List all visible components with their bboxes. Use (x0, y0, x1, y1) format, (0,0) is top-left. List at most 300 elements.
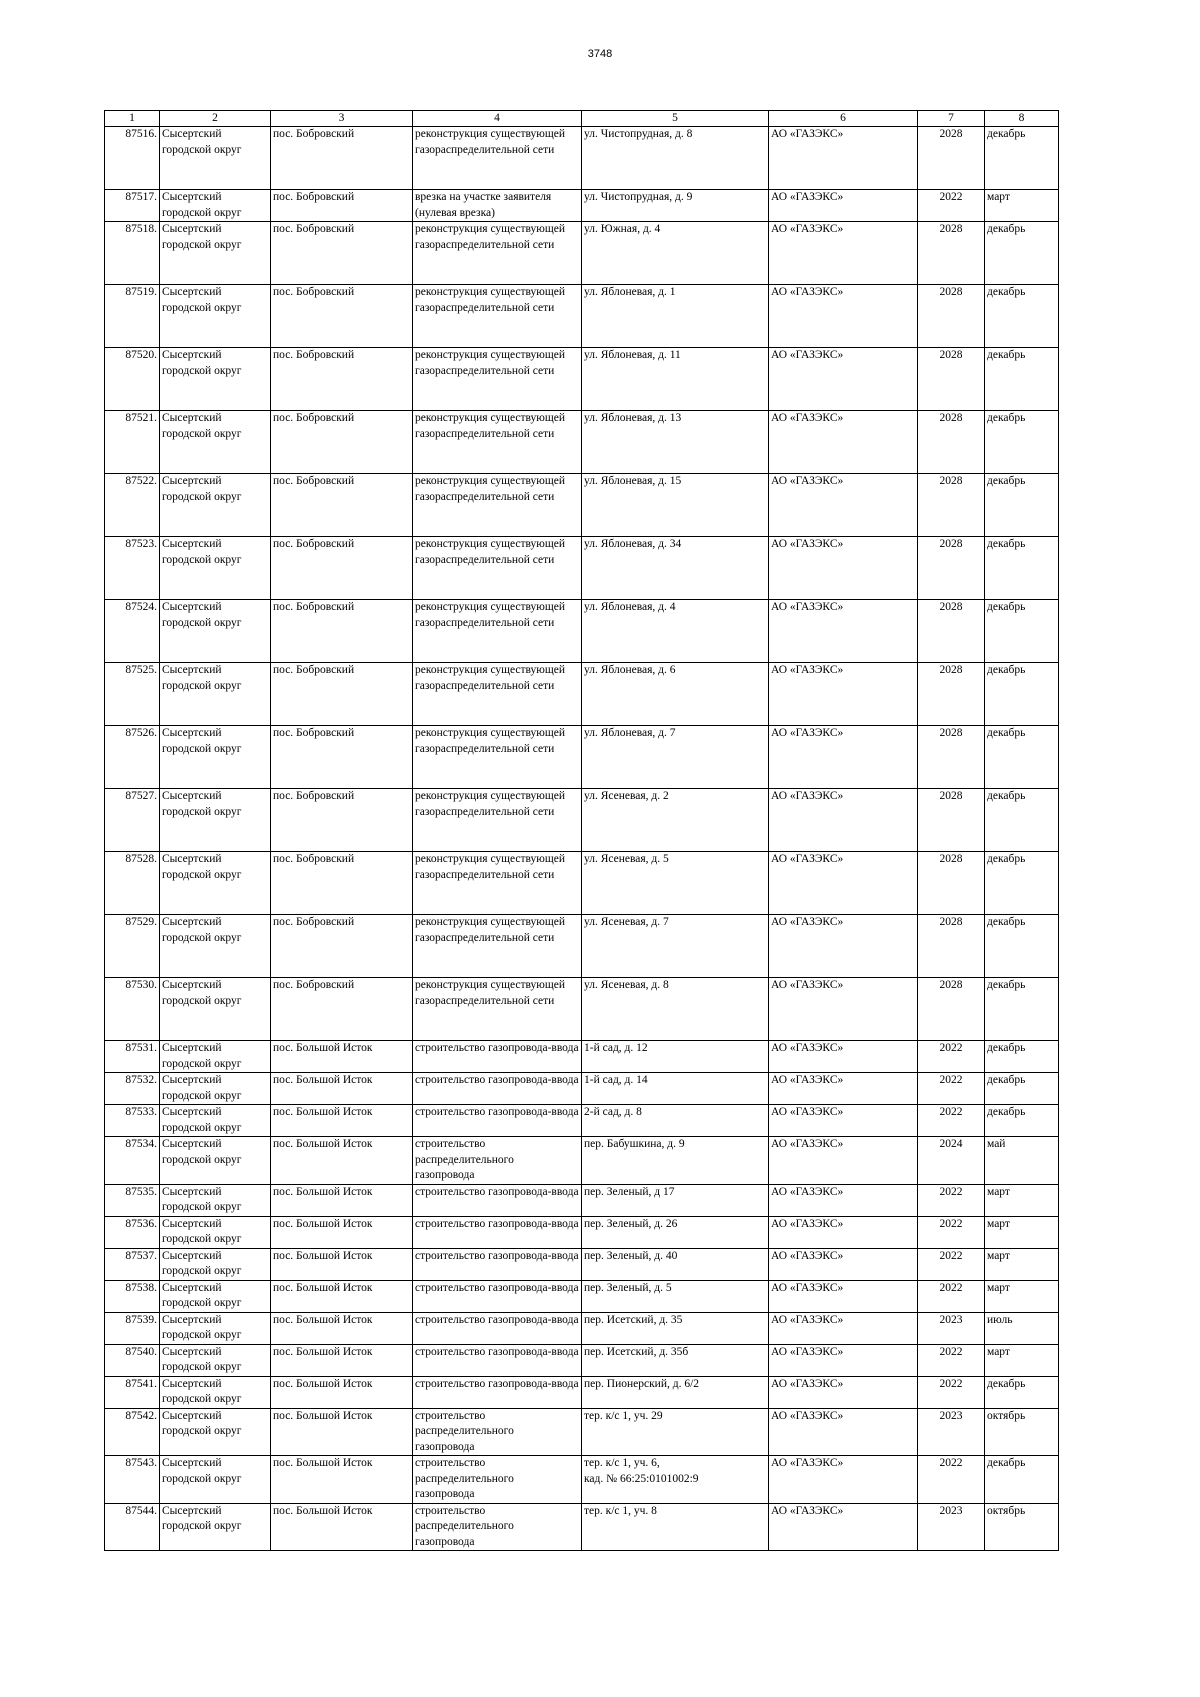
month-cell-text: декабрь (987, 1042, 1026, 1054)
address-cell-text: 2-й сад, д. 8 (584, 1106, 642, 1118)
row-number (105, 1456, 160, 1504)
address-cell (582, 600, 769, 663)
district-cell-text: Сысертский городской округ (162, 1457, 242, 1485)
month-cell-text: март (987, 1281, 1010, 1294)
organization-cell-text: АО «ГАЗЭКС» (771, 1249, 844, 1262)
address-cell-text: 1-й сад, д. 12 (584, 1042, 648, 1054)
table-row (105, 537, 1059, 600)
district-cell-text: Сысертский городской округ (162, 790, 242, 818)
settlement-cell-text: пос. Бобровский (273, 223, 355, 235)
organization-cell (769, 1073, 918, 1105)
column-header: 3 (271, 111, 413, 127)
work-type-cell (413, 789, 582, 852)
district-cell (160, 852, 271, 915)
column-header: 6 (769, 111, 918, 127)
address-cell (582, 411, 769, 474)
row-number (105, 1248, 160, 1280)
year-cell (918, 789, 985, 852)
district-cell (160, 1376, 271, 1408)
work-type-cell-text: строительство распределительного газопровода (415, 1504, 514, 1548)
work-type-cell (413, 1312, 582, 1344)
row-number (105, 1344, 160, 1376)
organization-cell (769, 1408, 918, 1456)
year-cell (918, 1312, 985, 1344)
table-row (105, 190, 1059, 222)
organization-cell-text: АО «ГАЗЭКС» (771, 601, 844, 613)
table-row (105, 1248, 1059, 1280)
district-cell (160, 1248, 271, 1280)
address-cell (582, 915, 769, 978)
address-cell-text: ул. Южная, д. 4 (584, 223, 661, 235)
address-cell (582, 285, 769, 348)
district-cell (160, 222, 271, 285)
column-header: 2 (160, 111, 271, 127)
row-number-text: 87543. (125, 1457, 157, 1469)
year-cell-text: 2028 (939, 664, 963, 676)
month-cell (985, 1312, 1059, 1344)
table-row (105, 1105, 1059, 1137)
year-cell (918, 852, 985, 915)
settlement-cell (271, 1312, 413, 1344)
year-cell (918, 1280, 985, 1312)
settlement-cell-text: пос. Бобровский (273, 349, 355, 361)
table-row (105, 915, 1059, 978)
table-row (105, 1456, 1059, 1504)
district-cell (160, 600, 271, 663)
table-row (105, 789, 1059, 852)
table-row (105, 726, 1059, 789)
work-type-cell (413, 978, 582, 1041)
work-type-cell-text: реконструкция существующей газораспределительной сети (415, 601, 566, 629)
district-cell-text: Сысертский городской округ (162, 1138, 242, 1166)
settlement-cell (271, 726, 413, 789)
settlement-cell-text: пос. Бобровский (273, 475, 355, 487)
row-number (105, 915, 160, 978)
column-header: 5 (582, 111, 769, 127)
settlement-cell-text: пос. Бобровский (273, 286, 355, 298)
table-row (105, 1041, 1059, 1073)
organization-cell (769, 411, 918, 474)
year-cell (918, 222, 985, 285)
month-cell (985, 1376, 1059, 1408)
work-type-cell (413, 1408, 582, 1456)
organization-cell (769, 1376, 918, 1408)
row-number (105, 1184, 160, 1216)
work-type-cell (413, 537, 582, 600)
work-type-cell-text: строительство распределительного газопровода (415, 1457, 514, 1500)
organization-cell-text: АО «ГАЗЭКС» (771, 538, 844, 550)
month-cell-text: декабрь (987, 1457, 1026, 1469)
organization-cell-text: АО «ГАЗЭКС» (771, 128, 844, 140)
settlement-cell-text: пос. Бобровский (273, 128, 355, 140)
district-cell (160, 1105, 271, 1137)
month-cell (985, 726, 1059, 789)
organization-cell-text: АО «ГАЗЭКС» (771, 979, 844, 991)
address-cell-text: ул. Ясеневая, д. 7 (584, 916, 669, 928)
organization-cell-text: АО «ГАЗЭКС» (771, 790, 844, 802)
district-cell (160, 285, 271, 348)
district-cell-text: Сысертский городской округ (162, 1042, 242, 1070)
address-cell-text: пер. Пионерский, д. 6/2 (584, 1377, 700, 1390)
work-type-cell (413, 1184, 582, 1216)
work-type-cell (413, 852, 582, 915)
organization-cell (769, 852, 918, 915)
row-number (105, 600, 160, 663)
row-number-text: 87519. (125, 286, 157, 298)
row-number-text: 87521. (125, 412, 157, 424)
district-cell (160, 1344, 271, 1376)
row-number-text: 87520. (125, 349, 157, 361)
district-cell-text: Сысертский городской округ (162, 916, 242, 944)
year-cell (918, 127, 985, 190)
organization-cell (769, 222, 918, 285)
settlement-cell-text: пос. Большой Исток (273, 1345, 373, 1358)
month-cell (985, 190, 1059, 222)
work-type-cell-text: реконструкция существующей газораспределительной сети (415, 223, 566, 251)
row-number-text: 87532. (125, 1074, 157, 1086)
address-cell (582, 789, 769, 852)
month-cell-text: декабрь (987, 128, 1026, 140)
organization-cell (769, 190, 918, 222)
district-cell (160, 1312, 271, 1344)
address-cell-text: пер. Зеленый, д. 26 (584, 1217, 678, 1230)
year-cell (918, 1456, 985, 1504)
row-number-text: 87539. (125, 1313, 157, 1326)
district-cell-text: Сысертский городской округ (162, 1281, 242, 1309)
month-cell-text: декабрь (987, 664, 1026, 676)
work-type-cell (413, 285, 582, 348)
address-cell-text: ул. Яблоневая, д. 4 (584, 601, 676, 613)
year-cell-text: 2022 (939, 1377, 963, 1390)
row-number (105, 285, 160, 348)
organization-cell-text: АО «ГАЗЭКС» (771, 1457, 844, 1469)
year-cell-text: 2022 (939, 1457, 963, 1469)
year-cell (918, 663, 985, 726)
column-header: 4 (413, 111, 582, 127)
address-cell (582, 1248, 769, 1280)
row-number (105, 1503, 160, 1551)
work-type-cell (413, 1248, 582, 1280)
organization-cell (769, 1105, 918, 1137)
organization-cell (769, 978, 918, 1041)
row-number (105, 1041, 160, 1073)
address-cell (582, 348, 769, 411)
table-row (105, 663, 1059, 726)
district-cell (160, 915, 271, 978)
month-cell-text: март (987, 1249, 1010, 1262)
settlement-cell (271, 411, 413, 474)
row-number-text: 87526. (125, 727, 157, 739)
month-cell (985, 1184, 1059, 1216)
work-type-cell-text: строительство газопровода-ввода (415, 1345, 579, 1358)
month-cell-text: декабрь (987, 538, 1026, 550)
year-cell-text: 2028 (939, 916, 963, 928)
organization-cell-text: АО «ГАЗЭКС» (771, 223, 844, 235)
year-cell (918, 348, 985, 411)
address-cell (582, 1073, 769, 1105)
year-cell-text: 2022 (939, 191, 963, 203)
district-cell-text: Сысертский городской округ (162, 1185, 242, 1213)
settlement-cell (271, 789, 413, 852)
month-cell (985, 1216, 1059, 1248)
address-cell-text: ул. Ясеневая, д. 2 (584, 790, 669, 802)
year-cell-text: 2028 (939, 790, 963, 802)
district-cell (160, 1073, 271, 1105)
year-cell-text: 2022 (939, 1281, 963, 1294)
settlement-cell-text: пос. Большой Исток (273, 1313, 373, 1326)
work-type-cell (413, 1041, 582, 1073)
district-cell (160, 411, 271, 474)
work-type-cell-text: реконструкция существующей газораспределительной сети (415, 916, 566, 944)
district-cell (160, 978, 271, 1041)
district-cell (160, 663, 271, 726)
work-type-cell-text: реконструкция существующей газораспределительной сети (415, 538, 566, 566)
work-type-cell (413, 1280, 582, 1312)
table-row (105, 978, 1059, 1041)
settlement-cell (271, 663, 413, 726)
work-type-cell-text: реконструкция существующей газораспределительной сети (415, 128, 566, 156)
district-cell (160, 789, 271, 852)
table-body (105, 127, 1059, 1551)
work-type-cell (413, 1456, 582, 1504)
row-number-text: 87516. (125, 128, 157, 140)
address-cell (582, 1216, 769, 1248)
month-cell-text: декабрь (987, 475, 1026, 487)
row-number-text: 87529. (125, 916, 157, 928)
address-cell (582, 1137, 769, 1185)
district-cell-text: Сысертский городской округ (162, 727, 242, 755)
year-cell-text: 2022 (939, 1185, 963, 1198)
address-cell-text: ул. Яблоневая, д. 1 (584, 286, 676, 298)
year-cell-text: 2022 (939, 1042, 963, 1054)
address-cell (582, 222, 769, 285)
settlement-cell-text: пос. Большой Исток (273, 1504, 373, 1517)
row-number (105, 789, 160, 852)
row-number (105, 1312, 160, 1344)
month-cell-text: октябрь (987, 1504, 1026, 1517)
work-type-cell (413, 348, 582, 411)
work-type-cell (413, 222, 582, 285)
month-cell-text: декабрь (987, 601, 1026, 613)
work-type-cell-text: строительство газопровода-ввода (415, 1185, 579, 1198)
settlement-cell-text: пос. Большой Исток (273, 1074, 373, 1086)
settlement-cell-text: пос. Бобровский (273, 916, 355, 928)
month-cell-text: декабрь (987, 412, 1026, 424)
settlement-cell-text: пос. Бобровский (273, 790, 355, 802)
organization-cell-text: АО «ГАЗЭКС» (771, 1313, 844, 1326)
year-cell (918, 726, 985, 789)
work-type-cell-text: реконструкция существующей газораспределительной сети (415, 979, 566, 1007)
work-type-cell-text: строительство газопровода-ввода (415, 1377, 579, 1390)
row-number-text: 87527. (125, 790, 157, 802)
month-cell (985, 1344, 1059, 1376)
year-cell (918, 1041, 985, 1073)
organization-cell (769, 915, 918, 978)
year-cell (918, 1216, 985, 1248)
settlement-cell (271, 348, 413, 411)
settlement-cell (271, 1456, 413, 1504)
month-cell (985, 852, 1059, 915)
district-cell-text: Сысертский городской округ (162, 1345, 242, 1373)
year-cell-text: 2028 (939, 412, 963, 424)
settlement-cell-text: пос. Бобровский (273, 727, 355, 739)
address-cell-text: ул. Чистопрудная, д. 8 (584, 128, 693, 140)
organization-cell-text: АО «ГАЗЭКС» (771, 286, 844, 298)
district-cell-text: Сысертский городской округ (162, 191, 242, 219)
year-cell (918, 600, 985, 663)
work-type-cell-text: строительство газопровода-ввода (415, 1217, 579, 1230)
work-type-cell (413, 915, 582, 978)
month-cell-text: май (987, 1138, 1006, 1150)
address-cell-text: ул. Яблоневая, д. 13 (584, 412, 682, 424)
address-cell (582, 537, 769, 600)
organization-cell-text: АО «ГАЗЭКС» (771, 727, 844, 739)
organization-cell (769, 663, 918, 726)
organization-cell (769, 474, 918, 537)
row-number (105, 222, 160, 285)
year-cell-text: 2023 (939, 1409, 963, 1422)
work-type-cell (413, 1376, 582, 1408)
settlement-cell-text: пос. Бобровский (273, 664, 355, 676)
work-type-cell-text: реконструкция существующей газораспределительной сети (415, 853, 566, 881)
month-cell (985, 1280, 1059, 1312)
year-cell-text: 2023 (939, 1504, 963, 1517)
row-number-text: 87517. (125, 191, 157, 203)
table-row (105, 1184, 1059, 1216)
settlement-cell-text: пос. Большой Исток (273, 1281, 373, 1294)
year-cell (918, 1184, 985, 1216)
row-number-text: 87535. (125, 1185, 157, 1198)
organization-cell (769, 1184, 918, 1216)
district-cell (160, 474, 271, 537)
settlement-cell (271, 915, 413, 978)
year-cell (918, 1137, 985, 1185)
month-cell (985, 600, 1059, 663)
work-type-cell-text: строительство газопровода-ввода (415, 1313, 579, 1326)
month-cell (985, 1408, 1059, 1456)
month-cell (985, 348, 1059, 411)
settlement-cell-text: пос. Бобровский (273, 853, 355, 865)
month-cell (985, 1137, 1059, 1185)
row-number-text: 87537. (125, 1249, 157, 1262)
work-type-cell-text: строительство газопровода-ввода (415, 1042, 579, 1054)
year-cell-text: 2023 (939, 1313, 963, 1326)
address-cell-text: тер. к/с 1, уч. 29 (584, 1409, 663, 1422)
district-cell (160, 348, 271, 411)
year-cell (918, 411, 985, 474)
column-header: 7 (918, 111, 985, 127)
district-cell-text: Сысертский городской округ (162, 412, 242, 440)
row-number-text: 87522. (125, 475, 157, 487)
work-type-cell (413, 726, 582, 789)
month-cell-text: март (987, 1217, 1010, 1230)
settlement-cell (271, 852, 413, 915)
district-cell (160, 1216, 271, 1248)
address-cell-text: ул. Яблоневая, д. 11 (584, 349, 681, 361)
district-cell (160, 726, 271, 789)
month-cell (985, 1248, 1059, 1280)
settlement-cell-text: пос. Бобровский (273, 412, 355, 424)
district-cell (160, 127, 271, 190)
address-cell-text: тер. к/с 1, уч. 6, кад. № 66:25:0101002:9 (584, 1457, 699, 1485)
row-number (105, 1408, 160, 1456)
row-number-text: 87523. (125, 538, 157, 550)
district-cell-text: Сысертский городской округ (162, 664, 242, 692)
address-cell-text: ул. Яблоневая, д. 7 (584, 727, 676, 739)
month-cell (985, 127, 1059, 190)
work-type-cell-text: строительство газопровода-ввода (415, 1074, 579, 1086)
month-cell-text: декабрь (987, 727, 1026, 739)
settlement-cell (271, 1344, 413, 1376)
year-cell (918, 1408, 985, 1456)
month-cell-text: октябрь (987, 1409, 1026, 1422)
table-row (105, 285, 1059, 348)
month-cell (985, 1456, 1059, 1504)
table-row (105, 1137, 1059, 1185)
work-type-cell-text: реконструкция существующей газораспределительной сети (415, 475, 566, 503)
row-number-text: 87541. (125, 1377, 157, 1390)
district-cell (160, 1137, 271, 1185)
row-number (105, 348, 160, 411)
settlement-cell-text: пос. Большой Исток (273, 1185, 373, 1198)
district-cell-text: Сысертский городской округ (162, 1074, 242, 1102)
work-type-cell-text: строительство распределительного газопровода (415, 1138, 514, 1181)
address-cell-text: тер. к/с 1, уч. 8 (584, 1504, 657, 1517)
table-row (105, 852, 1059, 915)
row-number (105, 1105, 160, 1137)
district-cell-text: Сысертский городской округ (162, 601, 242, 629)
settlement-cell-text: пос. Бобровский (273, 979, 355, 991)
table-row (105, 348, 1059, 411)
month-cell-text: декабрь (987, 916, 1026, 928)
year-cell-text: 2028 (939, 538, 963, 550)
organization-cell (769, 1248, 918, 1280)
address-cell-text: пер. Бабушкина, д. 9 (584, 1138, 685, 1150)
row-number (105, 127, 160, 190)
settlement-cell-text: пос. Большой Исток (273, 1249, 373, 1262)
row-number (105, 726, 160, 789)
work-type-cell (413, 190, 582, 222)
year-cell (918, 537, 985, 600)
work-type-cell (413, 411, 582, 474)
month-cell-text: декабрь (987, 853, 1026, 865)
column-header: 1 (105, 111, 160, 127)
organization-cell (769, 1137, 918, 1185)
address-cell (582, 1312, 769, 1344)
year-cell-text: 2028 (939, 853, 963, 865)
organization-cell (769, 537, 918, 600)
month-cell (985, 474, 1059, 537)
address-cell-text: пер. Исетский, д. 35б (584, 1345, 689, 1358)
work-type-cell (413, 600, 582, 663)
address-cell (582, 852, 769, 915)
month-cell (985, 1105, 1059, 1137)
work-type-cell (413, 1105, 582, 1137)
year-cell (918, 978, 985, 1041)
work-type-cell (413, 1073, 582, 1105)
row-number-text: 87530. (125, 979, 157, 991)
district-cell-text: Сысертский городской округ (162, 853, 242, 881)
work-type-cell-text: реконструкция существующей газораспределительной сети (415, 664, 566, 692)
address-cell (582, 127, 769, 190)
settlement-cell-text: пос. Бобровский (273, 601, 355, 613)
district-cell-text: Сысертский городской округ (162, 1409, 242, 1437)
organization-cell-text: АО «ГАЗЭКС» (771, 1345, 844, 1358)
address-cell-text: ул. Яблоневая, д. 6 (584, 664, 676, 676)
address-cell (582, 1456, 769, 1504)
district-cell (160, 1456, 271, 1504)
organization-cell (769, 600, 918, 663)
